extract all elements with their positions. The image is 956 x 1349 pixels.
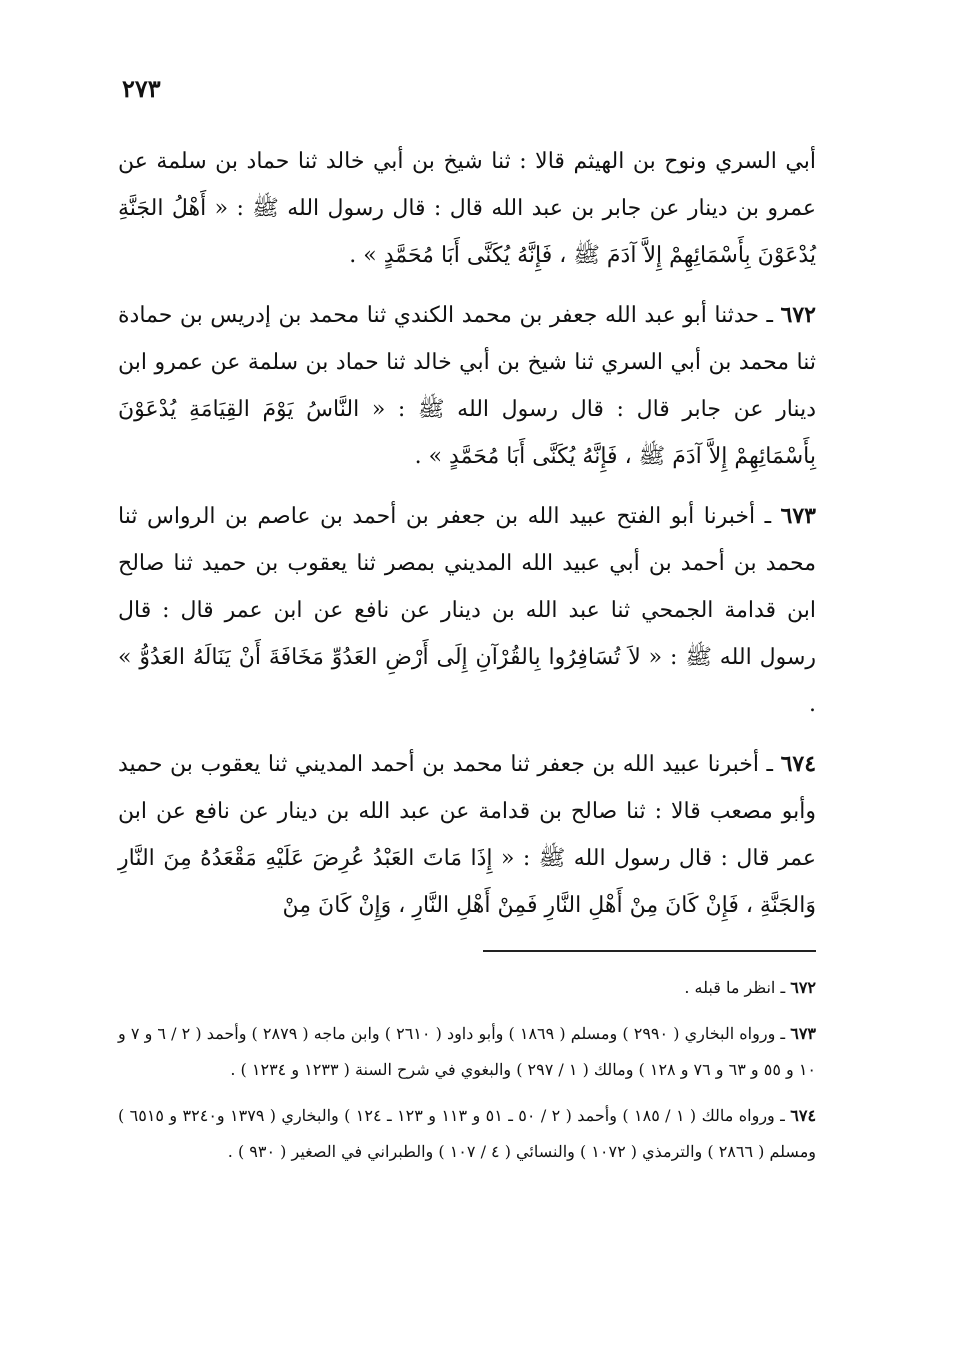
- paragraph-text: أبي السري ونوح بن الهيثم قالا : ثنا شيخ بن أبي خالد ثنا حماد بن سلمة عن عمرو بن دينار عن جابر بن عبد الله قال : قال رسول الله ﷺ : « أَهْلُ الجَنَّةِ يُدْعَوْنَ بِأَسْمَائِهِمْ إِلاَّ آدَمَ ﷺ ، فَإِنَّهُ يُكَنَّى أَبَا مُحَمَّدٍ » .: [118, 149, 816, 268]
- footnote-number: ٦٧٢: [790, 978, 816, 997]
- footnote-divider: [483, 950, 816, 952]
- paragraph-674: [118, 741, 816, 929]
- footnote-number: ٦٧٣: [790, 1024, 817, 1043]
- hadith-number: ٦٧٢: [780, 302, 816, 328]
- footnote-text: ـ ورواه البخاري ( ٢٩٩٠ ) ومسلم ( ١٨٦٩ ) وأبو داود ( ٢٦١٠ ) وابن ماجه ( ٢٨٧٩ ) وأحمد ( ٢ / ٦ و ٧ و ١٠ و ٥٥ و ٦٣ و ٧٦ و ١٢٨ ) ومالك ( ١ / ٢٩٧ ) والبغوي في شرح السنة ( ١٢٣٣ و ١٢٣٤ ) .: [118, 1024, 816, 1079]
- footnote-672: [118, 970, 816, 1006]
- footnotes: [118, 970, 816, 1170]
- hadith-number: ٦٧٤: [780, 751, 817, 777]
- paragraph-continuation: [118, 138, 816, 279]
- main-text: [118, 138, 816, 929]
- paragraph-672: [118, 292, 816, 480]
- hadith-number: ٦٧٣: [780, 503, 816, 529]
- footnote-number: ٦٧٤: [790, 1106, 817, 1125]
- footnote-text: ـ ورواه مالك ( ١ / ١٨٥ ) وأحمد ( ٢ / ٥٠ ـ ٥١ و ١١٣ و ١٢٣ ـ ١٢٤ ) والبخاري ( ١٣٧٩ و٣٢٤٠ و ٦٥١٥ ) ومسلم ( ٢٨٦٦ ) والترمذي ( ١٠٧٢ ) والنسائي ( ٤ / ١٠٧ ) والطبراني في الصغير ( ٩٣٠ ) .: [118, 1106, 816, 1161]
- paragraph-673: [118, 493, 816, 728]
- footnote-674: [118, 1098, 816, 1170]
- paragraph-text: ـ أخبرنا أبو الفتح عبيد الله بن جعفر بن أحمد بن عاصم بن الرواس ثنا محمد بن أحمد بن أبي عبيد الله المديني بمصر ثنا يعقوب بن حميد ثنا صالح ابن قدامة الجمحي ثنا عبد الله بن دينار عن نافع عن ابن عمر قال : قال رسول الله ﷺ : « لاَ تُسَافِرُوا بِالقُرْآنِ إِلَى أَرْضِ العَدُوِّ مَخَافَةَ أَنْ يَنَالَهُ العَدُوُّ » .: [118, 504, 816, 717]
- footnote-673: [118, 1016, 816, 1088]
- page-number: ٢٧٣: [122, 74, 161, 103]
- footnote-text: ـ انظر ما قبله .: [684, 978, 786, 997]
- paragraph-text: ـ حدثنا أبو عبد الله جعفر بن محمد الكندي ثنا محمد بن إدريس بن حمادة ثنا محمد بن أبي السري ثنا شيخ بن أبي خالد ثنا حماد بن سلمة عن عمرو ابن دينار عن جابر قال : قال رسول الله ﷺ : « النَّاسُ يَوْمَ القِيَامَةِ يُدْعَوْنَ بِأَسْمَائِهِمْ إِلاَّ آدَمَ ﷺ ، فَإِنَّهُ يُكَنَّى أَبَا مُحَمَّدٍ » .: [118, 303, 816, 469]
- paragraph-text: ـ أخبرنا عبيد الله بن جعفر ثنا محمد بن أحمد المديني ثنا يعقوب بن حميد وأبو مصعب قالا : ثنا صالح بن قدامة عن عبد الله بن دينار عن نافع عن ابن عمر قال : قال رسول الله ﷺ : « إِذَا مَاتَ العَبْدُ عُرِضَ عَلَيْهِ مَقْعَدُهُ مِنَ النَّارِ وَالجَنَّةِ ، فَإِنْ كَانَ مِنْ أَهْلِ النَّارِ فَمِنْ أَهْلِ النَّارِ ، وَإِنْ كَانَ مِنْ: [118, 752, 816, 918]
